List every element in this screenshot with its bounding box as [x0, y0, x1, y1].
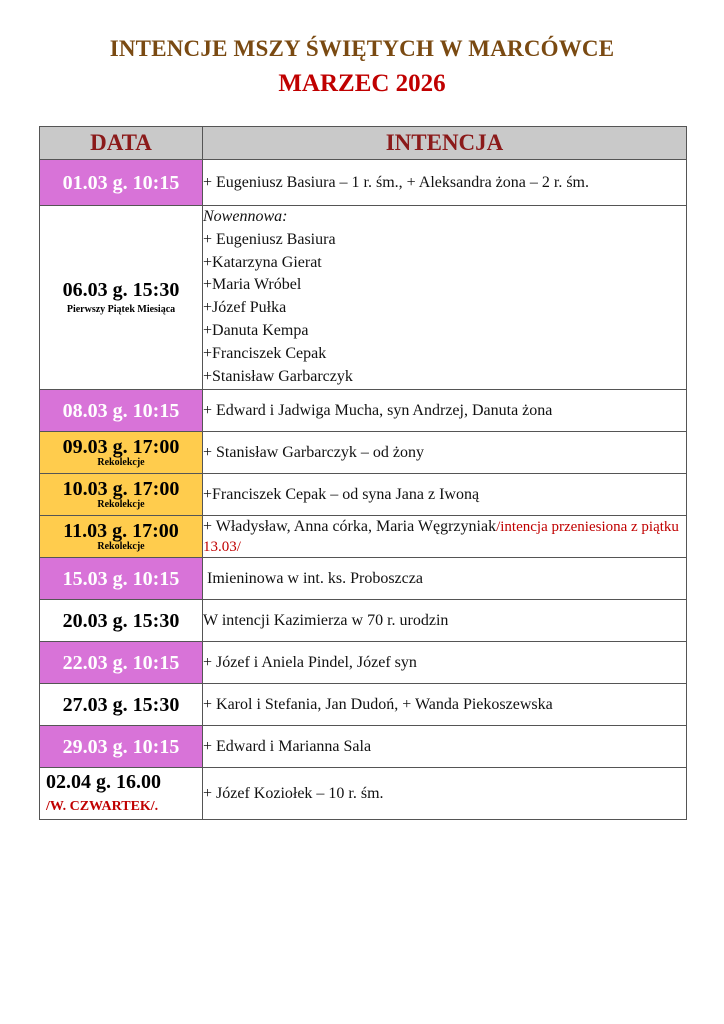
intention-line: + Eugeniusz Basiura — [203, 230, 336, 248]
intention-cell: + Stanisław Garbarczyk – od żony — [203, 432, 687, 474]
date-subtitle: Rekolekcje — [97, 541, 145, 552]
table-row — [40, 642, 687, 684]
table-row — [40, 558, 687, 600]
intention-line: +Katarzyna Gierat — [203, 253, 322, 271]
intention-heading: Nowennowa: — [203, 208, 288, 225]
intention-line: +Stanisław Garbarczyk — [203, 367, 353, 385]
date-subtitle: Rekolekcje — [97, 457, 145, 468]
date-cell — [40, 768, 203, 820]
document-title: INTENCJE MSZY ŚWIĘTYCH W MARCÓWCE — [109, 36, 615, 61]
date-text: 09.03 g. 17:00 — [62, 436, 180, 458]
date-cell: 27.03 g. 15:30 — [40, 684, 203, 726]
table-row — [40, 726, 687, 768]
intention-line: +Franciszek Cepak — [203, 344, 327, 362]
month-title: MARZEC 2026 — [278, 70, 446, 97]
table-row — [40, 390, 687, 432]
intention-cell: + Karol i Stefania, Jan Dudoń, + Wanda Piekoszewska — [203, 684, 687, 726]
intention-text: + Władysław, Anna córka, Maria Węgrzyniak — [203, 517, 497, 535]
date-text: 10.03 g. 17:00 — [62, 478, 180, 500]
date-cell — [40, 516, 203, 558]
column-header-intention: INTENCJA — [203, 127, 687, 160]
table-row — [40, 600, 687, 642]
date-cell: 20.03 g. 15:30 — [40, 600, 203, 642]
intention-line: +Józef Pułka — [203, 299, 287, 317]
date-text: 11.03 g. 17:00 — [63, 520, 179, 542]
intention-cell: + Eugeniusz Basiura – 1 r. śm., + Aleksandra żona – 2 r. śm. — [203, 160, 687, 206]
moved-intention-note: /intencja przeniesiona z piątku 13.03/ — [203, 518, 679, 555]
date-cell: 01.03 g. 10:15 — [40, 160, 203, 206]
date-subtitle: Pierwszy Piątek Miesiąca — [66, 304, 176, 315]
intention-cell: + Józef Koziołek – 10 r. śm. — [203, 768, 687, 820]
table-row — [40, 684, 687, 726]
date-cell — [40, 432, 203, 474]
intention-cell — [203, 516, 687, 558]
table-header-row — [40, 127, 687, 160]
date-subtitle: /W. CZWARTEK/. — [46, 798, 159, 814]
date-cell: 29.03 g. 10:15 — [40, 726, 203, 768]
date-cell — [40, 206, 203, 390]
table-row — [40, 432, 687, 474]
intention-line: +Maria Wróbel — [203, 276, 302, 294]
intention-cell: W intencji Kazimierza w 70 r. urodzin — [203, 600, 687, 642]
intention-cell: + Edward i Marianna Sala — [203, 726, 687, 768]
intention-cell: +Franciszek Cepak – od syna Jana z Iwoną — [203, 474, 687, 516]
table-row — [40, 474, 687, 516]
table-row — [40, 160, 687, 206]
table-row — [40, 206, 687, 390]
date-text: 06.03 g. 15:30 — [62, 279, 180, 301]
date-subtitle: Rekolekcje — [97, 499, 145, 510]
intention-cell: Imieninowa w int. ks. Proboszcza — [203, 558, 687, 600]
intention-cell: + Józef i Aniela Pindel, Józef syn — [203, 642, 687, 684]
date-cell: 22.03 g. 10:15 — [40, 642, 203, 684]
table-row — [40, 768, 687, 820]
date-cell — [40, 474, 203, 516]
intention-line: +Danuta Kempa — [203, 321, 309, 339]
date-text: 02.04 g. 16.00 — [46, 770, 161, 793]
intention-cell: + Edward i Jadwiga Mucha, syn Andrzej, Danuta żona — [203, 390, 687, 432]
column-header-date: DATA — [40, 127, 203, 160]
mass-intentions-table — [39, 126, 687, 820]
intention-cell — [203, 206, 687, 390]
date-cell: 15.03 g. 10:15 — [40, 558, 203, 600]
date-cell: 08.03 g. 10:15 — [40, 390, 203, 432]
table-row — [40, 516, 687, 558]
